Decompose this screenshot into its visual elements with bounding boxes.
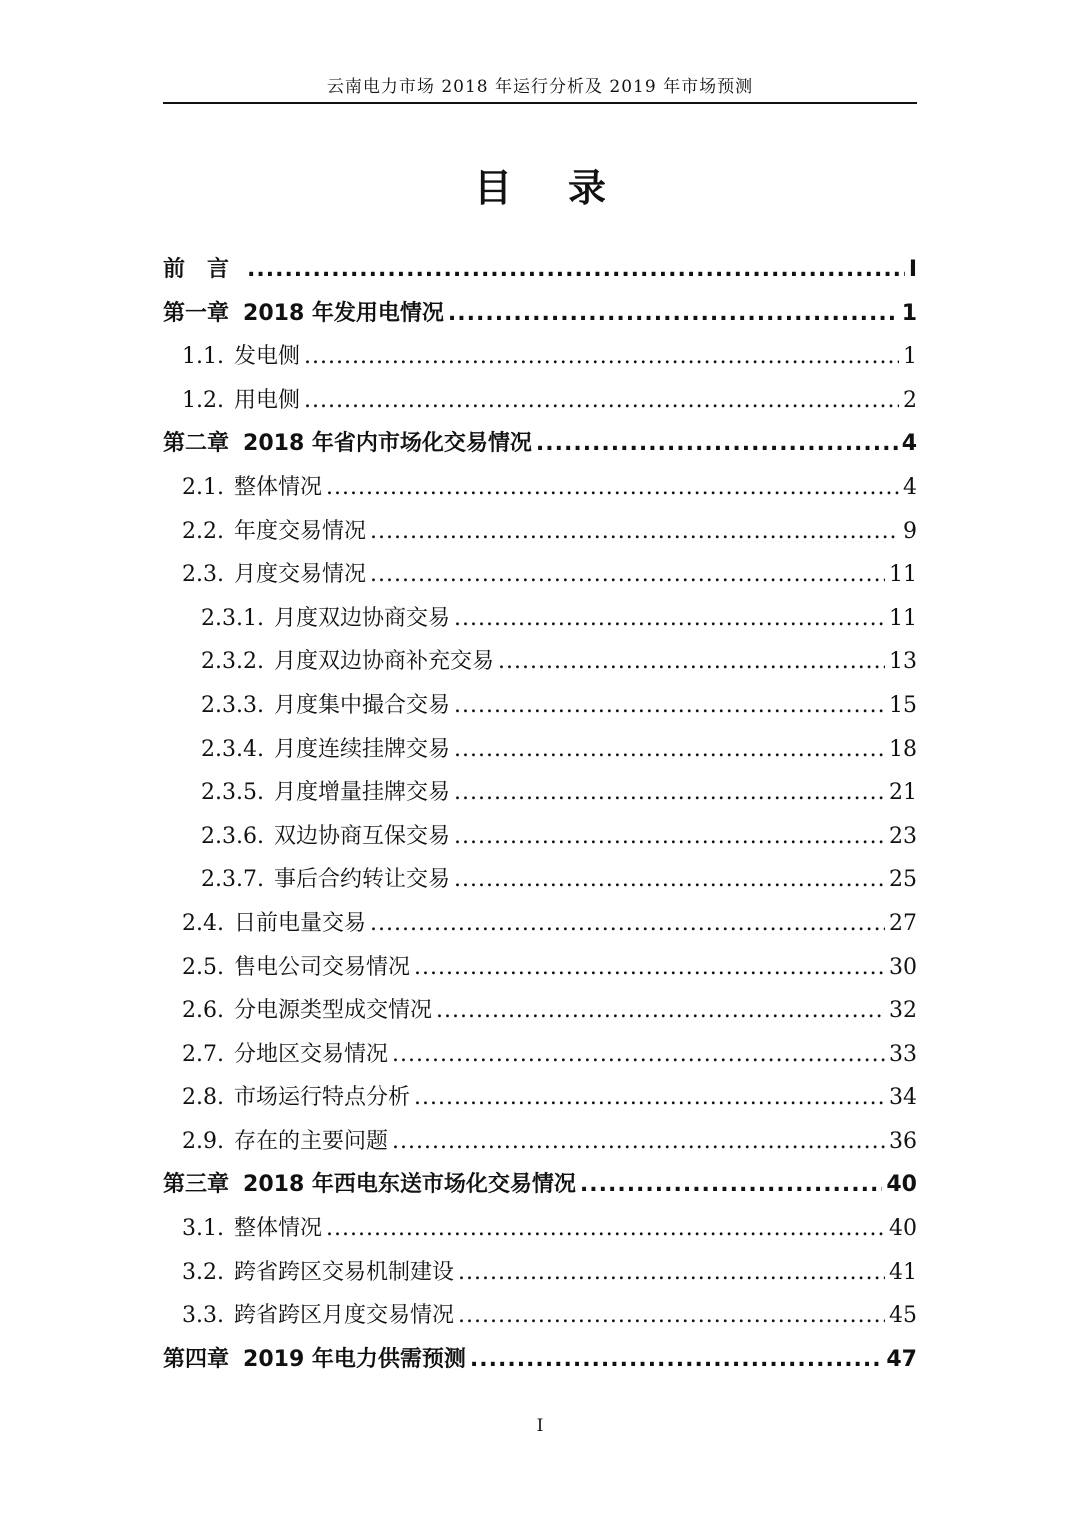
dot-leader xyxy=(326,466,899,510)
toc-entry-number: 3.1. xyxy=(182,1216,224,1242)
dot-leader xyxy=(414,946,885,990)
toc-list xyxy=(163,248,917,1381)
toc-entry-label: 月度连续挂牌交易 xyxy=(273,736,450,762)
toc-entry-label: 发电侧 xyxy=(233,344,300,370)
toc-entry-page: 40 xyxy=(886,1172,917,1198)
dot-leader xyxy=(247,248,905,292)
toc-entry-3-3[interactable] xyxy=(163,1294,917,1338)
toc-entry-number: 2.3.6. xyxy=(201,823,264,849)
toc-entry-label: 跨省跨区交易机制建设 xyxy=(233,1259,454,1285)
toc-entry-page: 21 xyxy=(889,780,917,806)
toc-entry-label: 存在的主要问题 xyxy=(233,1128,388,1154)
dot-leader xyxy=(454,771,885,815)
toc-entry-label: 整体情况 xyxy=(233,1216,322,1242)
toc-entry-page: 25 xyxy=(889,867,917,893)
dot-leader xyxy=(454,815,885,859)
dot-leader xyxy=(370,510,899,554)
toc-entry-page: 2 xyxy=(903,387,917,413)
toc-entry-label: 双边协商互保交易 xyxy=(273,823,450,849)
dot-leader xyxy=(304,379,899,423)
toc-entry-label: 整体情况 xyxy=(233,474,322,500)
toc-entry-label: 用电侧 xyxy=(233,387,300,413)
toc-entry-number: 1.1. xyxy=(182,344,224,370)
toc-entry-number: 2.4. xyxy=(182,910,224,936)
running-header: 云南电力市场 2018 年运行分析及 2019 年市场预测 xyxy=(326,77,754,97)
toc-entry-label: 2018 年省内市场化交易情况 xyxy=(243,431,532,457)
toc-entry-label: 分电源类型成交情况 xyxy=(233,998,432,1024)
toc-entry-number: 第二章 xyxy=(163,431,230,457)
toc-entry-page: 15 xyxy=(889,692,917,718)
toc-entry-number: 第三章 xyxy=(163,1172,230,1198)
toc-entry-number: 2.3. xyxy=(182,562,224,588)
toc-entry-page: 30 xyxy=(889,954,917,980)
toc-entry-chapter-3[interactable] xyxy=(163,1163,917,1207)
toc-entry-2-3[interactable] xyxy=(163,553,917,597)
dot-leader xyxy=(470,1338,882,1382)
toc-entry-label: 2019 年电力供需预测 xyxy=(243,1346,466,1372)
header-rule xyxy=(163,102,917,104)
toc-entry-page: I xyxy=(908,257,917,282)
toc-entry-page: 45 xyxy=(889,1303,917,1329)
toc-entry-page: 4 xyxy=(901,431,917,457)
toc-entry-page: 23 xyxy=(889,823,917,849)
toc-entry-number: 3.3. xyxy=(182,1303,224,1329)
toc-entry-2-3-5[interactable] xyxy=(163,771,917,815)
toc-entry-number: 2.2. xyxy=(182,518,224,544)
toc-entry-page: 1 xyxy=(901,300,917,326)
toc-entry-number: 2.3.1. xyxy=(201,605,264,631)
toc-entry-label: 月度集中撮合交易 xyxy=(273,692,450,718)
toc-entry-page: 47 xyxy=(886,1346,917,1372)
toc-entry-page: 11 xyxy=(889,562,917,588)
toc-entry-label: 年度交易情况 xyxy=(233,518,366,544)
dot-leader xyxy=(304,335,899,379)
dot-leader xyxy=(454,684,885,728)
toc-heading xyxy=(0,160,1080,216)
toc-entry-label: 日前电量交易 xyxy=(233,910,366,936)
dot-leader xyxy=(326,1207,885,1251)
dot-leader xyxy=(580,1163,882,1207)
dot-leader xyxy=(458,1251,885,1295)
toc-entry-label: 跨省跨区月度交易情况 xyxy=(233,1303,454,1329)
toc-entry-1-2[interactable] xyxy=(163,379,917,423)
toc-entry-number: 2.8. xyxy=(182,1085,224,1111)
toc-entry-preface[interactable] xyxy=(163,248,917,292)
toc-entry-chapter-1[interactable] xyxy=(163,292,917,336)
toc-entry-number: 2.6. xyxy=(182,998,224,1024)
toc-entry-page: 33 xyxy=(889,1041,917,1067)
toc-entry-page: 36 xyxy=(889,1128,917,1154)
toc-entry-number: 1.2. xyxy=(182,387,224,413)
toc-entry-2-7[interactable] xyxy=(163,1033,917,1077)
toc-entry-page: 18 xyxy=(889,736,917,762)
toc-entry-page: 40 xyxy=(889,1216,917,1242)
toc-entry-label: 售电公司交易情况 xyxy=(233,954,410,980)
toc-entry-2-9[interactable] xyxy=(163,1120,917,1164)
toc-entry-number: 2.5. xyxy=(182,954,224,980)
toc-entry-number: 第四章 xyxy=(163,1346,230,1372)
toc-entry-number: 2.7. xyxy=(182,1041,224,1067)
toc-entry-2-6[interactable] xyxy=(163,989,917,1033)
toc-entry-1-1[interactable] xyxy=(163,335,917,379)
toc-entry-2-3-3[interactable] xyxy=(163,684,917,728)
toc-entry-number: 2.9. xyxy=(182,1128,224,1154)
toc-heading-char-2: 录 xyxy=(568,166,607,210)
toc-entry-3-1[interactable] xyxy=(163,1207,917,1251)
toc-entry-label: 分地区交易情况 xyxy=(233,1041,388,1067)
toc-entry-label: 月度增量挂牌交易 xyxy=(273,780,450,806)
dot-leader xyxy=(498,640,885,684)
toc-entry-page: 34 xyxy=(889,1085,917,1111)
toc-entry-number: 2.3.4. xyxy=(201,736,264,762)
toc-entry-number: 3.2. xyxy=(182,1259,224,1285)
dot-leader xyxy=(454,858,885,902)
toc-entry-label: 事后合约转让交易 xyxy=(273,867,450,893)
dot-leader xyxy=(454,728,885,772)
toc-entry-2-1[interactable] xyxy=(163,466,917,510)
toc-entry-2-3-6[interactable] xyxy=(163,815,917,859)
dot-leader xyxy=(392,1033,885,1077)
toc-entry-page: 4 xyxy=(903,474,917,500)
dot-leader xyxy=(536,422,898,466)
dot-leader xyxy=(458,1294,885,1338)
toc-entry-page: 9 xyxy=(903,518,917,544)
dot-leader xyxy=(414,1076,885,1120)
toc-entry-page: 32 xyxy=(889,998,917,1024)
dot-leader xyxy=(436,989,885,1033)
toc-entry-number: 第一章 xyxy=(163,300,230,326)
toc-entry-page: 27 xyxy=(889,910,917,936)
dot-leader xyxy=(454,597,885,641)
toc-entry-page: 1 xyxy=(903,344,917,370)
dot-leader xyxy=(370,902,885,946)
toc-entry-2-3-4[interactable] xyxy=(163,728,917,772)
toc-entry-2-8[interactable] xyxy=(163,1076,917,1120)
dot-leader xyxy=(370,553,885,597)
toc-entry-3-2[interactable] xyxy=(163,1251,917,1295)
toc-entry-number: 前 言 xyxy=(163,257,230,282)
toc-entry-label: 月度双边协商补充交易 xyxy=(273,649,494,675)
toc-entry-number: 2.1. xyxy=(182,474,224,500)
toc-entry-chapter-4[interactable] xyxy=(163,1338,917,1382)
toc-entry-label: 2018 年西电东送市场化交易情况 xyxy=(243,1172,576,1198)
toc-entry-number: 2.3.3. xyxy=(201,692,264,718)
toc-entry-chapter-2[interactable] xyxy=(163,422,917,466)
toc-entry-2-3-7[interactable] xyxy=(163,858,917,902)
toc-entry-page: 13 xyxy=(889,649,917,675)
toc-heading-char-1: 目 xyxy=(473,166,512,210)
toc-entry-2-5[interactable] xyxy=(163,946,917,990)
toc-entry-2-3-2[interactable] xyxy=(163,640,917,684)
toc-entry-page: 11 xyxy=(889,605,917,631)
toc-entry-label: 月度双边协商交易 xyxy=(273,605,450,631)
toc-entry-number: 2.3.5. xyxy=(201,780,264,806)
dot-leader xyxy=(392,1120,885,1164)
toc-entry-page: 41 xyxy=(889,1259,917,1285)
toc-entry-label: 月度交易情况 xyxy=(233,562,366,588)
toc-entry-2-3-1[interactable] xyxy=(163,597,917,641)
page-number: I xyxy=(536,1416,544,1436)
toc-entry-label: 2018 年发用电情况 xyxy=(243,300,444,326)
toc-entry-2-2[interactable] xyxy=(163,510,917,554)
toc-entry-label: 市场运行特点分析 xyxy=(233,1085,410,1111)
dot-leader xyxy=(448,292,898,336)
toc-entry-2-4[interactable] xyxy=(163,902,917,946)
toc-entry-number: 2.3.2. xyxy=(201,649,264,675)
toc-entry-number: 2.3.7. xyxy=(201,867,264,893)
